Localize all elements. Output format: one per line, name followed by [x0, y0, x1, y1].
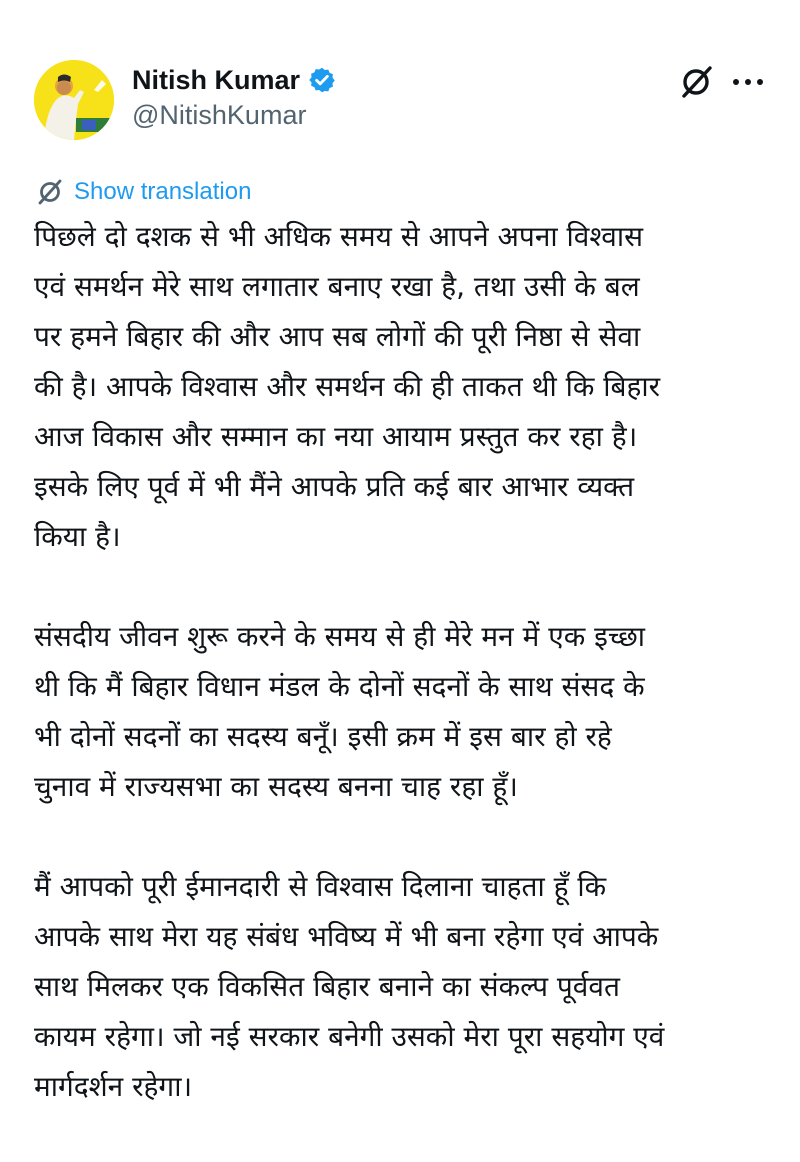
post-text-line: संसदीय जीवन शुरू करने के समय से ही मेरे मन में एक इच्छा — [34, 620, 646, 653]
post-text-line: थी कि मैं बिहार विधान मंडल के दोनों सदनों के साथ संसद के — [34, 670, 645, 703]
post-text-line: की है। आपके विश्वास और समर्थन की ही ताकत थी कि बिहार — [34, 370, 661, 403]
post-header — [0, 0, 800, 160]
post-text-line: एवं समर्थन मेरे साथ लगातार बनाए रखा है, तथा उसी के बल — [34, 270, 640, 303]
avatar-image — [34, 60, 114, 140]
post-paragraph — [34, 862, 780, 1112]
post-text-line: मार्गदर्शन रहेगा। — [34, 1070, 193, 1103]
avatar[interactable] — [34, 60, 114, 140]
post-text-line: कायम रहेगा। जो नई सरकार बनेगी उसको मेरा पूरा सहयोग एवं — [34, 1020, 665, 1053]
author-display-name[interactable]: Nitish Kumar — [132, 64, 301, 95]
post-text-line: आज विकास और सम्मान का नया आयाम प्रस्तुत कर रहा है। — [34, 420, 638, 453]
post-text-line: आपके साथ मेरा यह संबंध भविष्य में भी बना रहेगा एवं आपके — [34, 920, 659, 953]
post-text-line: चुनाव में राज्यसभा का सदस्य बनना चाह रहा हूँ। — [34, 770, 518, 803]
post-text-line: किया है। — [34, 520, 121, 553]
author-name-row[interactable] — [132, 60, 336, 100]
post-text-line: पिछले दो दशक से भी अधिक समय से आपने अपना विश्वास — [34, 220, 643, 253]
post-text-line: इसके लिए पूर्व में भी मैंने आपके प्रति कई बार आभार व्यक्त — [34, 470, 635, 503]
grok-button[interactable] — [676, 62, 716, 102]
post-paragraph — [34, 612, 780, 812]
grok-icon — [36, 178, 64, 206]
show-translation-label: Show translation — [74, 178, 252, 205]
grok-icon — [679, 65, 713, 99]
post-text-line: पर हमने बिहार की और आप सब लोगों की पूरी निष्ठा से सेवा — [34, 320, 641, 353]
post-text-line: साथ मिलकर एक विकसित बिहार बनाने का संकल्प पूर्ववत — [34, 970, 620, 1003]
author-handle[interactable]: @NitishKumar — [132, 100, 307, 130]
post-text-line: मैं आपको पूरी ईमानदारी से विश्वास दिलाना चाहता हूँ कि — [34, 870, 607, 903]
more-horizontal-icon — [731, 77, 765, 87]
post-paragraph — [34, 212, 780, 562]
post-text-line: भी दोनों सदनों का सदस्य बनूँ। इसी क्रम में इस बार हो रहे — [34, 720, 612, 753]
verified-badge-icon — [308, 66, 336, 94]
post-text — [34, 212, 780, 1162]
show-translation-button[interactable] — [36, 172, 251, 212]
more-options-button[interactable] — [726, 62, 770, 102]
